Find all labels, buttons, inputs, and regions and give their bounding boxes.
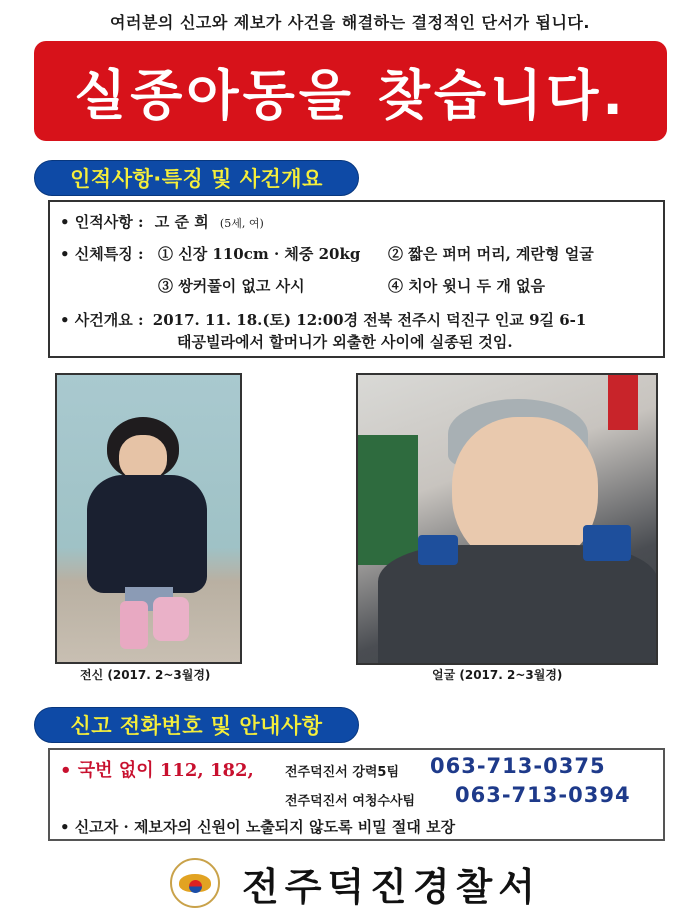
identity-label: • 인적사항 : [60,213,144,231]
unit-name-2: 전주덕진서 여청수사팀 [285,794,416,809]
boot-right-shape [153,597,189,641]
features-label: • 신체특징 : [60,245,144,263]
confidentiality-note: • 신고자 · 제보자의 신원이 노출되지 않도록 비밀 절대 보장 [60,818,456,836]
feature-item-2: ② 짧은 퍼머 머리, 계란형 얼굴 [388,245,594,263]
child-name: 고 준 희 [154,213,209,231]
feature-item-3: ③ 쌍커풀이 없고 사시 [158,277,305,295]
background-sign-shape [358,435,418,565]
features-label-row [60,243,144,264]
police-emblem-icon [170,858,220,908]
background-person-shape [608,375,638,430]
phone-number-2[interactable]: 063-713-0394 [455,783,631,807]
phone-number-1[interactable]: 063-713-0375 [430,754,606,778]
feature-item-1: ① 신장 110cm · 체중 20kg [158,245,361,263]
caption-face: 얼굴 (2017. 2~3월경) [432,668,563,682]
contact-box [48,748,665,841]
title-banner [34,41,667,141]
info-box [48,200,665,358]
section-heading-info-label: 인적사항·특징 및 사건개요 [70,167,323,191]
coat-shape [87,475,207,593]
incident-line-1: 2017. 11. 18.(토) 12:00경 전북 전주시 덕진구 인교 9길 6-1 [152,311,587,329]
unit-name-1: 전주덕진서 강력5팀 [285,765,400,780]
section-heading-contact [34,707,359,743]
incident-label: • 사건개요 : [60,311,144,329]
feature-item-4: ④ 치아 윗니 두 개 없음 [388,277,546,295]
hotline-text: • 국번 없이 112, 182, [60,760,254,781]
boot-left-shape [120,601,148,649]
page-title: 실종아동을 찾습니다. [74,63,627,127]
section-heading-info [34,160,359,196]
emblem-taeguk-shape [189,880,202,893]
face-photo [356,373,658,665]
full-body-photo [55,373,242,664]
child-age-sex: (5세, 여) [219,217,264,230]
caption-full-body: 전신 (2017. 2~3월경) [80,668,211,682]
organization-name: 전주덕진경찰서 [242,864,541,909]
tagline: 여러분의 신고와 제보가 사건을 해결하는 결정적인 단서가 됩니다. [110,13,590,32]
identity-row [60,211,264,232]
incident-line-2: 태공빌라에서 할머니가 외출한 사이에 실종된 것임. [177,333,513,351]
section-heading-contact-label: 신고 전화번호 및 안내사항 [70,714,323,738]
hood-lining-left-shape [418,535,458,565]
hood-lining-right-shape [583,525,631,561]
incident-row [60,309,586,330]
footer [170,853,550,913]
